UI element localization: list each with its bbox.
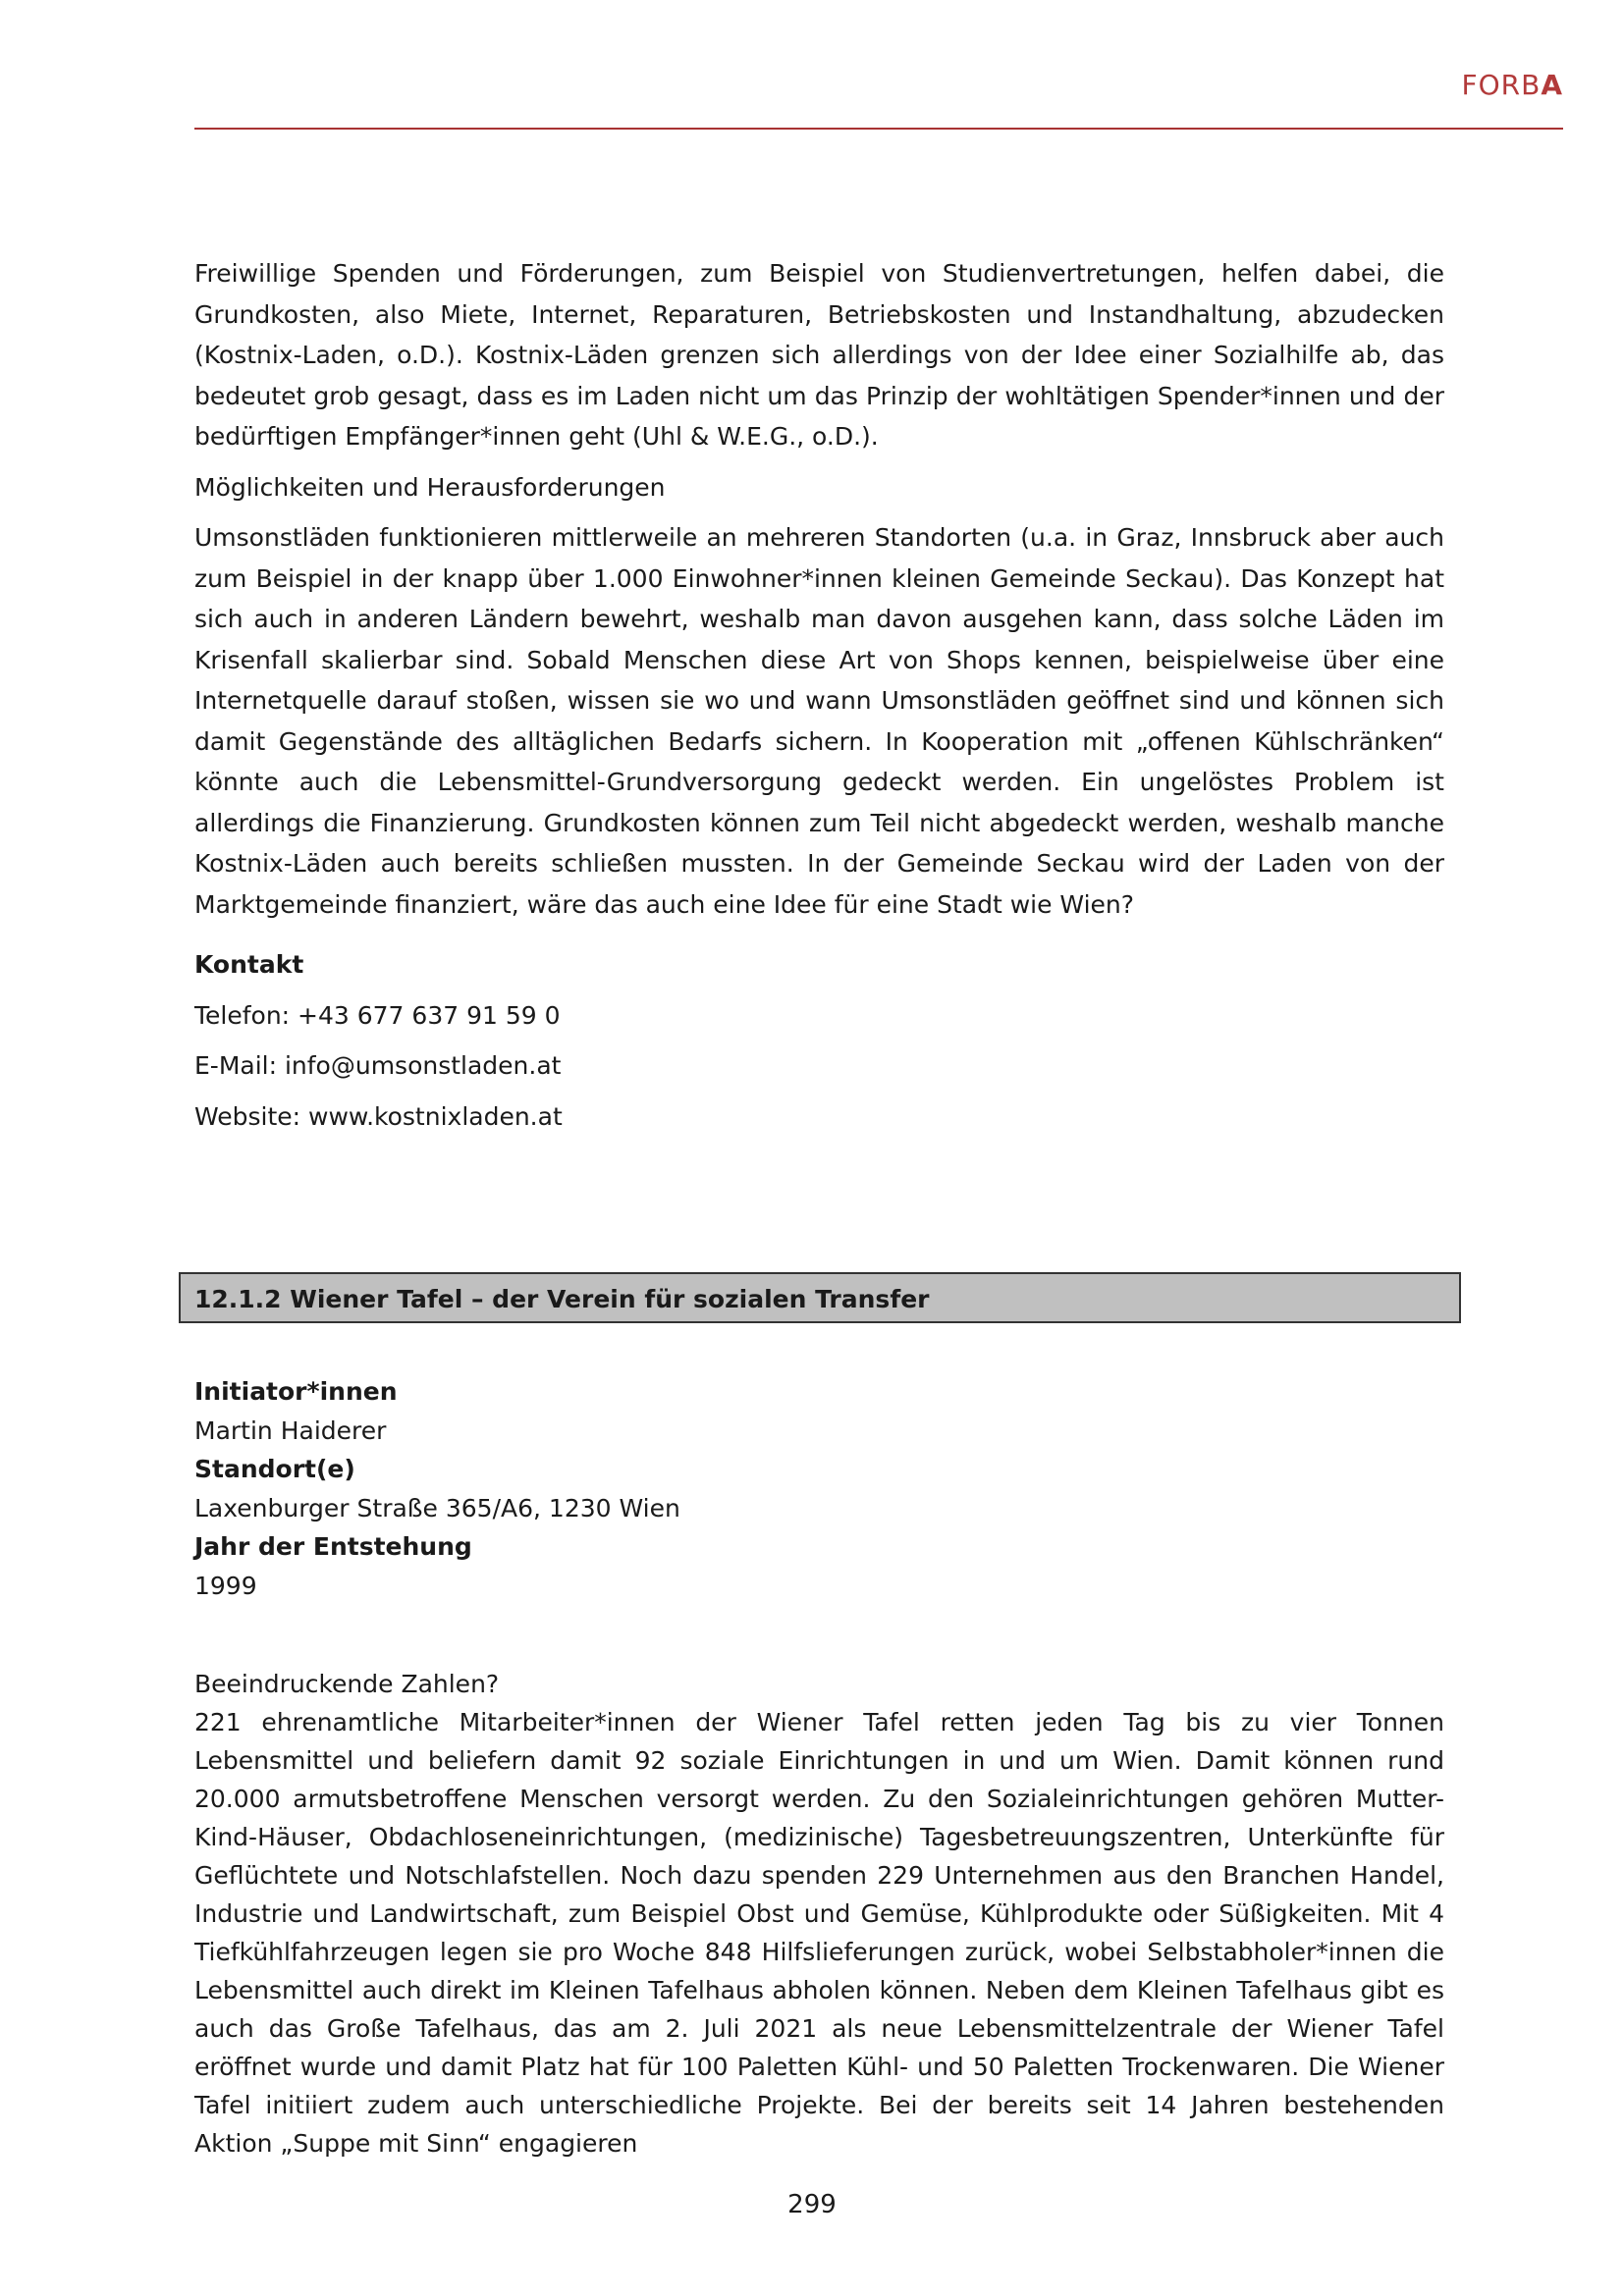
year-label: Jahr der Entstehung [194, 1532, 472, 1561]
contact-heading: Kontakt [194, 950, 304, 979]
section-title: 12.1.2 Wiener Tafel – der Verein für sozialen Transfer [194, 1285, 930, 1313]
year-value: 1999 [194, 1571, 257, 1600]
facts-block [194, 1372, 1444, 1605]
contact-phone: Telefon: +43 677 637 91 59 0 [194, 1000, 561, 1030]
page-number: 299 [787, 2190, 837, 2219]
location-label: Standort(e) [194, 1455, 355, 1483]
logo-text-accent: A [1541, 69, 1563, 101]
numbers-heading: Beeindruckende Zahlen? [194, 1670, 500, 1698]
numbers-paragraph: 221 ehrenamtliche Mitarbeiter*innen der Wiener Tafel retten jeden Tag bis zu vier Tonnen Lebensmittel und beliefern damit 92 soziale Einrichtungen in und um Wien. Damit können rund 20.000 armutsbetroffene Menschen versorgt werden. Zu den Sozialeinrichtungen gehören Mutter-Kind-Häuser, Obdachloseneinrichtungen, (medizinische) Tagesbetreuungszentren, Unterkünfte für Geflüchtete und Notschlafstellen. Noch dazu spenden 229 Unternehmen aus den Branchen Handel, Industrie und Landwirtschaft, zum Beispiel Obst und Gemüse, Kühlprodukte oder Süßigkeiten. Mit 4 Tiefkühlfahrzeugen legen sie pro Woche 848 Hilfslieferungen zurück, wobei Selbstabholer*innen die Lebensmittel auch direkt im Kleinen Tafelhaus abholen können. Neben dem Kleinen Tafelhaus gibt es auch das Große Tafelhaus, das am 2. Juli 2021 als neue Lebensmittelzentrale der Wiener Tafel eröffnet wurde und damit Platz hat für 100 Paletten Kühl- und 50 Paletten Trockenwaren. Die Wiener Tafel initiiert zudem auch unterschiedliche Projekte. Bei der bereits seit 14 Jahren bestehenden Aktion „Suppe mit Sinn“ engagieren [194, 1708, 1444, 2158]
location-value: Laxenburger Straße 365/A6, 1230 Wien [194, 1493, 680, 1522]
contact-website: Website: www.kostnixladen.at [194, 1101, 563, 1131]
initiators-value: Martin Haiderer [194, 1415, 387, 1445]
section-heading-box [179, 1272, 1461, 1323]
numbers-block [194, 1665, 1444, 2163]
initiators-label: Initiator*innen [194, 1377, 398, 1406]
logo-text-main: FORB [1461, 69, 1542, 101]
paragraph-opportunities: Umsonstläden funktionieren mittlerweile an mehreren Standorten (u.a. in Graz, Innsbruck aber auch zum Beispiel in der knapp über 1.000 Einwohner*innen kleinen Gemeinde Seckau). Das Konzept hat sich auch in anderen Ländern bewehrt, weshalb man davon ausgehen kann, dass solche Läden im Krisenfall skalierbar sind. Sobald Menschen diese Art von Shops kennen, beispielweise über eine Internetquelle darauf stoßen, wissen sie wo und wann Umsonstläden geöffnet sind und können sich damit Gegenstände des alltäglichen Bedarfs sichern. In Kooperation mit „offenen Kühlschränken“ könnte auch die Lebensmittel-Grundversorgung gedeckt werden. Ein ungelöstes Problem ist allerdings die Finanzierung. Grundkosten können zum Teil nicht abgedeckt werden, weshalb manche Kostnix-Läden auch bereits schließen mussten. In der Gemeinde Seckau wird der Laden von der Marktgemeinde finanziert, wäre das auch eine Idee für eine Stadt wie Wien? [194, 523, 1444, 919]
main-content [194, 253, 1444, 1137]
contact-email: E-Mail: info@umsonstladen.at [194, 1051, 562, 1080]
subheading-opportunities: Möglichkeiten und Herausforderungen [194, 472, 666, 502]
header-rule [194, 128, 1563, 130]
forba-logo [1462, 69, 1563, 101]
paragraph-funding: Freiwillige Spenden und Förderungen, zum Beispiel von Studienvertretungen, helfen dabei, die Grundkosten, also Miete, Internet, Reparaturen, Betriebskosten und Instandhaltung, abzudecken (Kostnix-Laden, o.D.). Kostnix-Läden grenzen sich allerdings von der Idee einer Sozialhilfe ab, das bedeutet grob gesagt, dass es im Laden nicht um das Prinzip der wohltätigen Spender*innen und der bedürftigen Empfänger*innen geht (Uhl & W.E.G., o.D.). [194, 259, 1444, 451]
